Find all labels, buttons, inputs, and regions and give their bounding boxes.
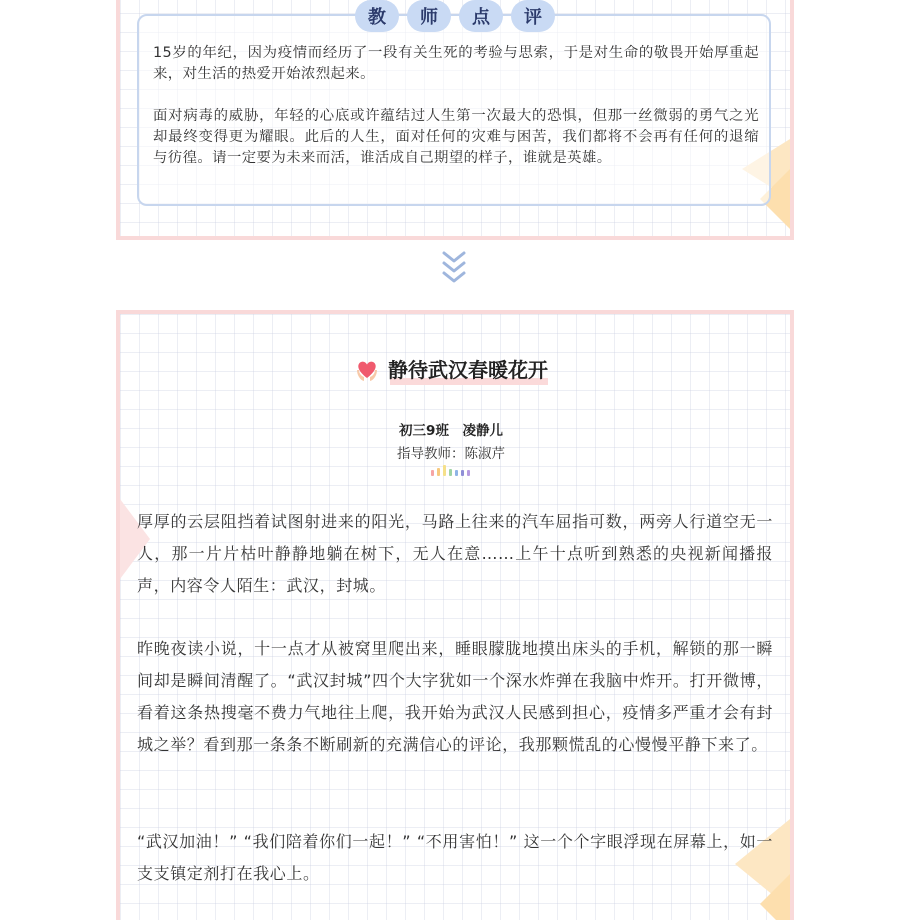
heart-hands-icon: [354, 356, 380, 382]
heading-badge: 教: [355, 0, 399, 32]
article-title: 静待武汉春暖花开: [388, 358, 548, 382]
decor-bar: [449, 469, 452, 476]
article-paragraph: “武汉加油！” “我们陪着你们一起！” “不用害怕！” 这一个个字眼浮现在屏幕上，如一支支镇定剂打在我心上。: [137, 832, 773, 883]
article-paragraph: 昨晚夜读小说，十一点才从被窝里爬出来，睡眼朦胧地摸出床头的手机，解锁的那一瞬间却是瞬间清醒了。“武汉封城”四个大字犹如一个深水炸弹在我脑中炸开。打开微博，看着这条热搜毫不费力气地往上爬，我开始为武汉人民感到担心，疫情多严重才会有封城之举？看到那一条条不断刷新的充满信心的评论，我那颗慌乱的心慢慢平静下来了。: [137, 639, 773, 754]
heading-badge: 点: [459, 0, 503, 32]
article-paragraph: 厚厚的云层阻挡着试图射进来的阳光，马路上往来的汽车屈指可数，两旁人行道空无一人，那一片片枯叶静静地躺在树下，无人在意……上午十点听到熟悉的央视新闻播报声，内容令人陌生：武汉，封城。: [137, 512, 773, 595]
article-teacher: 指导教师：陈淑芹: [397, 446, 505, 462]
heading-badge: 师: [407, 0, 451, 32]
decor-bar: [455, 470, 458, 476]
teacher-comment-heading: [355, 0, 555, 34]
article-author: 初三9班 凌静儿: [399, 423, 503, 439]
decor-bar: [431, 470, 434, 476]
triple-chevron-down-icon: [441, 250, 467, 286]
decor-bar: [467, 470, 470, 476]
decor-color-bars: [431, 464, 470, 476]
decor-bar: [437, 468, 440, 476]
heading-badge: 评: [511, 0, 555, 32]
decor-bar: [443, 465, 446, 476]
article-title-row: [0, 354, 902, 387]
comment-paragraph: 面对病毒的威胁，年轻的心底或许蕴结过人生第一次最大的恐惧，但那一丝微弱的勇气之光却最终变得更为耀眼。此后的人生，面对任何的灾难与困苦，我们都将不会再有任何的退缩与彷徨。请一定要为未来而活，谁活成自己期望的样子，谁就是英雄。: [153, 108, 759, 166]
decor-bar: [461, 470, 464, 476]
comment-paragraph: 15岁的年纪，因为疫情而经历了一段有关生死的考验与思索，于是对生命的敬畏开始厚重起来，对生活的热爱开始浓烈起来。: [153, 45, 759, 82]
